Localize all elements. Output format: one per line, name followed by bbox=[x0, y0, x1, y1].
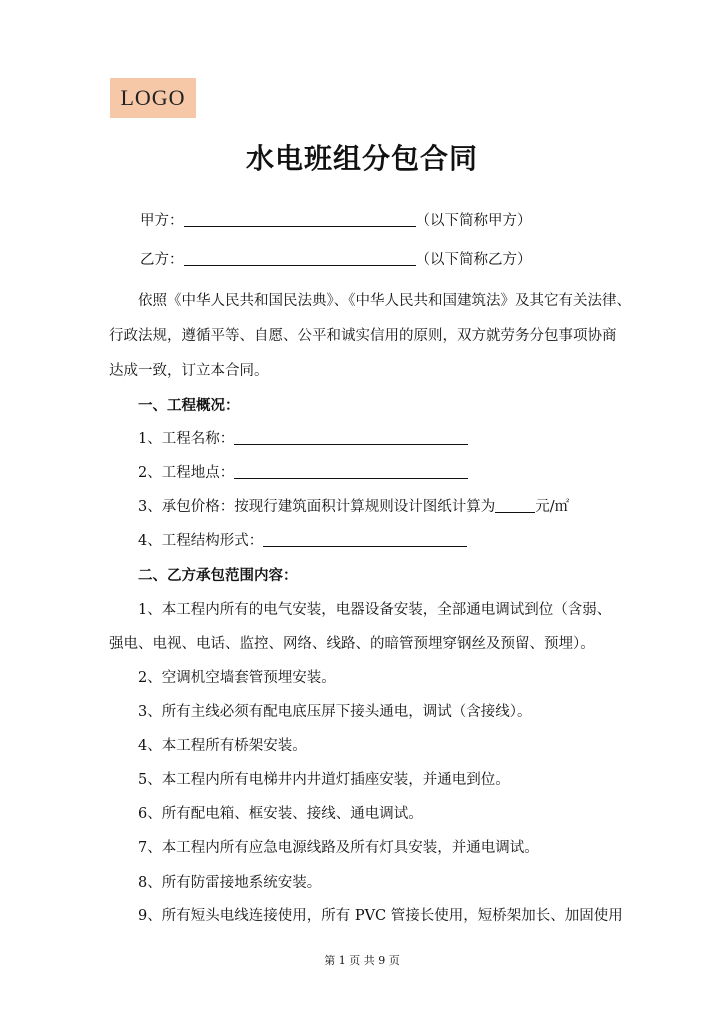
party-a-blank[interactable] bbox=[184, 211, 416, 227]
page-number: 第 1 页 共 9 页 bbox=[324, 954, 400, 967]
structure-label: 4、工程结构形式： bbox=[138, 533, 264, 549]
structure-line bbox=[138, 531, 467, 551]
intro-line-3: 达成一致，订立本合同。 bbox=[109, 363, 269, 379]
section1-heading: 一、工程概况： bbox=[138, 397, 240, 414]
project-location-blank[interactable] bbox=[234, 463, 468, 479]
party-b-note: （以下简称乙方） bbox=[415, 252, 532, 268]
section2-heading: 二、乙方承包范围内容： bbox=[138, 567, 298, 584]
price-label: 3、承包价格：按现行建筑面积计算规则设计图纸计算为 bbox=[138, 499, 496, 515]
scope-line-3: 2、空调机空墙套管预埋安装。 bbox=[138, 670, 336, 686]
logo: LOGO bbox=[110, 78, 196, 118]
party-b-blank[interactable] bbox=[184, 250, 416, 266]
party-a-label: 甲方： bbox=[140, 213, 184, 229]
project-location-label: 2、工程地点： bbox=[138, 465, 235, 481]
price-blank[interactable] bbox=[495, 497, 535, 513]
scope-line-7: 6、所有配电箱、框安装、接线、通电调试。 bbox=[138, 806, 423, 822]
intro-line-1: 依照《中华人民共和国民法典》、《中华人民共和国建筑法》及其它有关法律、 bbox=[138, 293, 631, 309]
party-b-label: 乙方： bbox=[140, 252, 184, 268]
scope-line-6: 5、本工程内所有电梯井内井道灯插座安装，并通电到位。 bbox=[138, 772, 510, 788]
intro-line-2: 行政法规，遵循平等、自愿、公平和诚实信用的原则，双方就劳务分包事项协商 bbox=[109, 328, 617, 344]
scope-line-5: 4、本工程所有桥架安装。 bbox=[138, 738, 307, 754]
project-location-line bbox=[138, 463, 468, 483]
scope-line-8: 7、本工程内所有应急电源线路及所有灯具安装，并通电调试。 bbox=[138, 840, 539, 856]
scope-line-2: 强电、电视、电话、监控、网络、线路、的暗管预埋穿钢丝及预留、预埋）。 bbox=[109, 636, 595, 652]
scope-line-9: 8、所有防雷接地系统安装。 bbox=[138, 875, 322, 891]
party-a-line bbox=[140, 211, 532, 231]
scope-line-10: 9、所有短头电线连接使用，所有 PVC 管接长使用，短桥架加长、加固使用 bbox=[138, 908, 623, 924]
party-a-note: （以下简称甲方） bbox=[415, 213, 532, 229]
document-title: 水电班组分包合同 bbox=[245, 142, 478, 175]
project-name-blank[interactable] bbox=[234, 429, 468, 445]
party-b-line bbox=[140, 250, 532, 270]
project-name-line bbox=[138, 429, 468, 449]
scope-line-1: 1、本工程内所有的电气安装，电器设备安装，全部通电调试到位（含弱、 bbox=[138, 602, 612, 618]
scope-line-4: 3、所有主线必须有配电底压屏下接头通电，调试（含接线）。 bbox=[138, 704, 532, 720]
structure-blank[interactable] bbox=[263, 531, 467, 547]
project-name-label: 1、工程名称： bbox=[138, 431, 235, 447]
price-unit: 元/㎡ bbox=[535, 499, 570, 515]
price-line bbox=[138, 497, 569, 517]
